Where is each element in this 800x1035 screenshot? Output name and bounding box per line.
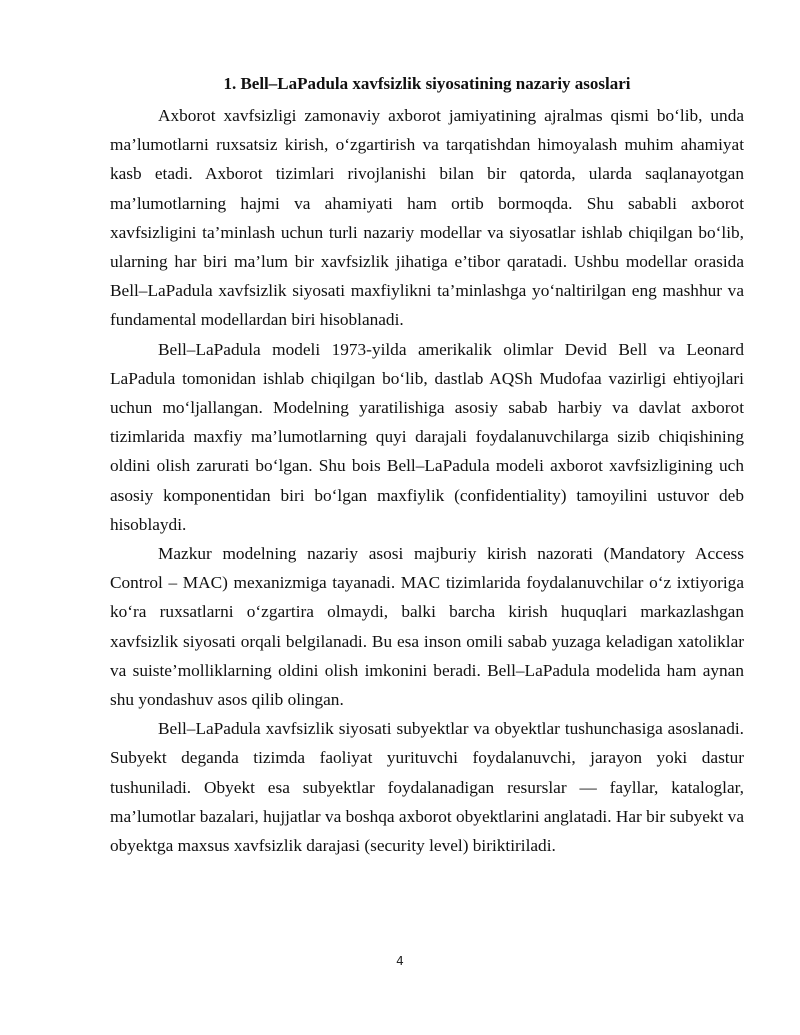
paragraph-3: Mazkur modelning nazariy asosi majburiy kirish nazorati (Mandatory Access Control – MAC) mexanizmiga tayanadi. MAC tizimlarida foydalanuvchilar o‘z ixtiyoriga ko‘ra ruxsatlarni o‘zgartira olmaydi, balki barcha kirish huquqlari markazlashgan xavfsizlik siyosati orqali belgilanadi. Bu esa inson omili sabab yuzaga keladigan xatoliklar va suiste’molliklarning oldini olish imkonini beradi. Bell–LaPadula modelida ham aynan shu yondashuv asos qilib olingan. [110,544,744,710]
page-number: 4 [396,954,404,968]
paragraph-2: Bell–LaPadula modeli 1973-yilda amerikalik olimlar Devid Bell va Leonard LaPadula tomonidan ishlab chiqilgan bo‘lib, dastlab AQSh Mudofaa vazirligi ehtiyojlari uchun mo‘ljallangan. Modelning yaratilishiga asosiy sabab harbiy va davlat axborot tizimlarida maxfiy ma’lumotlarning quyi darajali foydalanuvchilarga sizib chiqishining oldini olish zarurati bo‘lgan. Shu bois Bell–LaPadula modeli axborot xavfsizligining uch asosiy komponentidan biri bo‘lgan maxfiylik (confidentiality) tamoyilini ustuvor deb hisoblaydi. [110,339,744,534]
section-title: 1. Bell–LaPadula xavfsizlik siyosatining nazariy asoslari [223,74,631,93]
paragraph-4: Bell–LaPadula xavfsizlik siyosati subyektlar va obyektlar tushunchasiga asoslanadi. Subyekt deganda tizimda faoliyat yurituvchi foydalanuvchi, jarayon yoki dastur tushuniladi. Obyekt esa subyektlar foydalanadigan resurslar — fayllar, kataloglar, ma’lumotlar bazalari, hujjatlar va boshqa axborot obyektlarini anglatadi. Har bir subyekt va obyektga maxsus xavfsizlik darajasi (security level) biriktiriladi. [110,719,744,856]
document-page [110,72,744,860]
paragraph-1: Axborot xavfsizligi zamonaviy axborot jamiyatining ajralmas qismi bo‘lib, unda ma’lumotlarni ruxsatsiz kirish, o‘zgartirish va tarqatishdan himoyalash muhim ahamiyat kasb etadi. Axborot tizimlari rivojlanishi bilan bir qatorda, ularda saqlanayotgan ma’lumotlarning hajmi va ahamiyati ham ortib bormoqda. Shu sababli axborot xavfsizligini ta’minlash uchun turli nazariy modellar va siyosatlar ishlab chiqilgan bo‘lib, ularning har biri ma’lum bir xavfsizlik jihatiga e’tibor qaratadi. Ushbu modellar orasida Bell–LaPadula xavfsizlik siyosati maxfiylikni ta’minlashga yo‘naltirilgan eng mashhur va fundamental modellardan biri hisoblanadi. [110,106,744,330]
